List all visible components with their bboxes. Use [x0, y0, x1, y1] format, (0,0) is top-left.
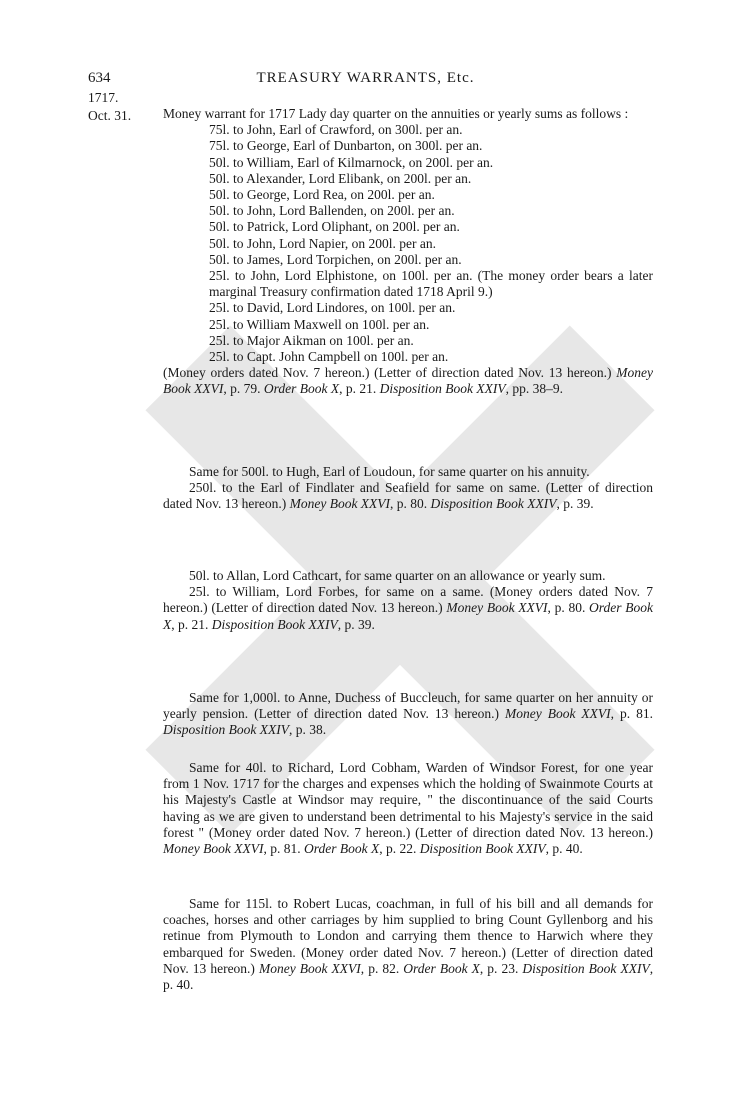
- annuity-item: 25l. to William Maxwell on 100l. per an.: [209, 316, 430, 332]
- annuity-item: 25l. to Capt. John Campbell on 100l. per an.: [209, 349, 449, 365]
- annuity-item: 50l. to Alexander, Lord Elibank, on 200l. per an.: [209, 170, 472, 186]
- ref-disposition-book: Disposition Book XXIV: [379, 381, 506, 397]
- ref-disposition-book: Disposition Book XXIV: [163, 722, 289, 738]
- ref-money-page: , p. 80.: [547, 600, 586, 616]
- annuity-item: 75l. to John, Earl of Crawford, on 300l. per an.: [209, 122, 463, 138]
- entry-text: 50l. to Allan, Lord Cathcart, for same quarter on an allowance or yearly sum.: [189, 568, 606, 583]
- entry-cobham: [163, 760, 653, 857]
- entry-findlater: [163, 480, 653, 512]
- annuity-item: 75l. to George, Earl of Dunbarton, on 300l. per an.: [209, 138, 483, 154]
- ref-order-page: , p. 21.: [339, 381, 377, 397]
- entry-intro: Money warrant for 1717 Lady day quarter on the annuities or yearly sums as follows :: [163, 106, 629, 121]
- ref-money-page: , p. 82.: [360, 960, 400, 976]
- ref-money-book: Money Book XXVI: [446, 600, 548, 616]
- ref-disposition-page: , p. 38.: [288, 722, 327, 738]
- ref-money-page: , p. 81.: [263, 841, 301, 857]
- ref-order-page: , p. 22.: [379, 841, 417, 857]
- annuity-item: 50l. to John, Lord Ballenden, on 200l. per an.: [209, 203, 455, 219]
- ref-money-book: Money Book XXVI: [289, 496, 391, 512]
- entry-text: 25l. to William, Lord Forbes, for same on a same. (Money orders dated Nov. 7 hereon.) (Letter of direction dated Nov. 13 hereon.): [163, 584, 653, 616]
- annuity-item: 25l. to Major Aikman on 100l. per an.: [209, 332, 414, 348]
- ref-disposition-book: Disposition Book XXIV: [522, 960, 650, 976]
- ref-order-book: Order Book X: [303, 841, 380, 857]
- annuity-list: [209, 122, 653, 365]
- ref-money-page: , p. 81.: [610, 706, 653, 722]
- entry-buccleuch: [163, 690, 653, 739]
- ref-disposition-page: , p. 40.: [163, 960, 654, 993]
- entry-references: [163, 365, 653, 397]
- ref-order-book: Order Book X: [163, 600, 653, 632]
- entry-paragraph: [163, 896, 653, 993]
- entry-text: 250l. to the Earl of Findlater and Seafield for same on same. (Letter of direction dated Nov. 13 hereon.): [163, 480, 653, 512]
- ref-disposition-page: , pp. 38–9.: [505, 381, 563, 397]
- ref-disposition-book: Disposition Book XXIV: [419, 841, 546, 857]
- ref-disposition-book: Disposition Book XXIV: [211, 616, 338, 632]
- ref-order-page: , p. 23.: [479, 960, 519, 976]
- page-header: [0, 70, 731, 92]
- entry-forbes: [163, 584, 653, 633]
- ref-money-book: Money Book XXVI: [163, 365, 654, 397]
- margin-year: 1717.: [88, 90, 119, 105]
- entry-text: Same for 500l. to Hugh, Earl of Loudoun, for same quarter on his annuity.: [189, 464, 590, 479]
- margin-date: Oct. 31.: [88, 108, 132, 123]
- entry-text: Same for 40l. to Richard, Lord Cobham, Warden of Windsor Forest, for one year from 1 Nov. 1717 for the charges and expenses which the holding of Swainmote Courts at his Majesty's Castle at Windsor may require, " the discontinuance of the said Courts having as we are given to understand been detrimental to his Majesty's service in the said forest " (Money order dated Nov. 7 hereon.) (Letter of direction dated Nov. 13 hereon.): [163, 760, 653, 840]
- ref-money-book: Money Book XXVI: [163, 841, 264, 857]
- annuity-item: 50l. to William, Earl of Kilmarnock, on 200l. per an.: [209, 154, 494, 170]
- entry-money-warrant-annuities: [163, 106, 653, 398]
- entry-text: Same for 1,000l. to Anne, Duchess of Buccleuch, for same quarter on her annuity or yearly pension. (Letter of direction dated Nov. 13 hereon.): [163, 690, 653, 722]
- annuity-item: 50l. to John, Lord Napier, on 200l. per an.: [209, 235, 437, 251]
- annuity-item: 25l. to David, Lord Lindores, on 100l. per an.: [209, 300, 456, 316]
- annuity-item: 50l. to James, Lord Torpichen, on 200l. per an.: [209, 251, 462, 267]
- ref-order-book: Order Book X: [403, 960, 480, 976]
- ref-money-book: Money Book XXVI: [258, 960, 361, 976]
- entry-paragraph: [163, 760, 653, 857]
- annuity-item: 50l. to Patrick, Lord Oliphant, on 200l. per an.: [209, 219, 460, 235]
- ref-money-book: Money Book XXVI: [504, 706, 611, 722]
- entry-cathcart-forbes: [163, 568, 653, 633]
- ref-disposition-book: Disposition Book XXIV: [430, 496, 557, 512]
- page-number: 634: [88, 70, 111, 86]
- ref-disposition-page: , p. 40.: [545, 841, 583, 857]
- ref-disposition-page: , p. 39.: [337, 616, 375, 632]
- running-head: TREASURY WARRANTS, Etc.: [256, 70, 475, 86]
- refs-text: (Money orders dated Nov. 7 hereon.) (Letter of direction dated Nov. 13 hereon.): [163, 365, 612, 381]
- ref-money-page: , p. 80.: [390, 496, 428, 512]
- entry-loudoun: [163, 464, 653, 513]
- entry-paragraph: [163, 690, 653, 739]
- ref-order-book: Order Book X: [263, 381, 340, 397]
- entry-lucas: [163, 896, 653, 993]
- ref-disposition-page: , p. 39.: [556, 496, 594, 512]
- ref-money-page: , p. 79.: [223, 381, 261, 397]
- ref-order-page: , p. 21.: [171, 616, 209, 632]
- annuity-item: 50l. to George, Lord Rea, on 200l. per an.: [209, 187, 435, 203]
- annuity-item: 25l. to John, Lord Elphistone, on 100l. per an. (The money order bears a later marginal Treasury confirmation dated 1718 April 9.): [209, 268, 653, 300]
- entry-text: Same for 115l. to Robert Lucas, coachman, in full of his bill and all demands for coaches, horses and other carriages by him supplied to bring Count Gyllenborg and his retinue from Plymouth to London and carrying them thence to Harwich where they embarqued for Sweden. (Money order dated Nov. 7 hereon.) (Letter of direction dated Nov. 13 hereon.): [163, 896, 653, 976]
